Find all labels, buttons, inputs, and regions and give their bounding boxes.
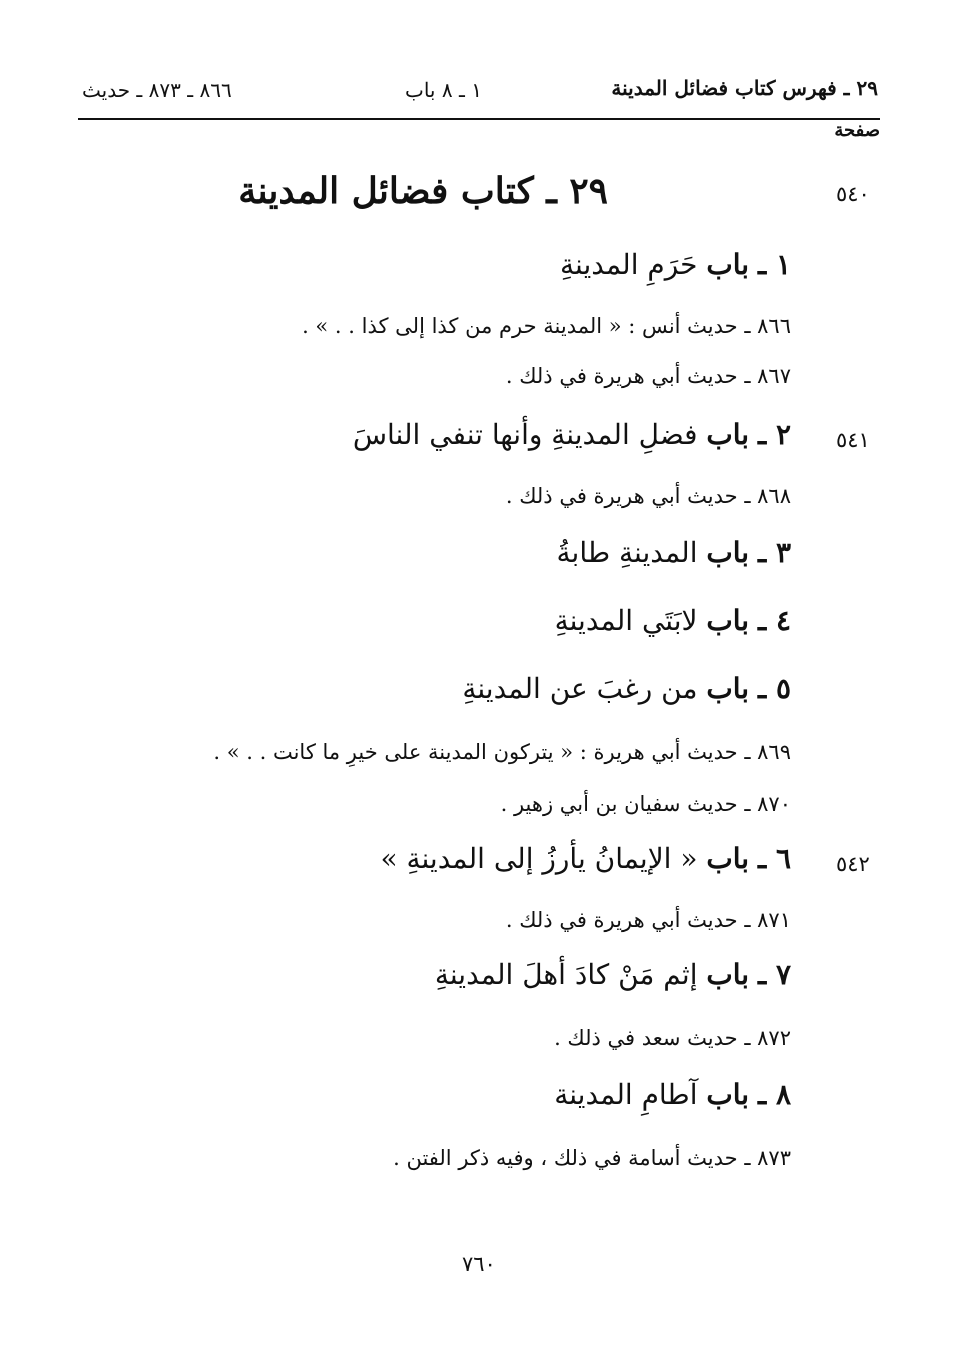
chapter-title: المدينةِ طابةُ (556, 536, 698, 569)
chapter-number: ٢ ـ (758, 418, 791, 451)
hadith-entry-870: ٨٧٠ ـ حديث سفيان بن أبي زهير . (500, 792, 791, 816)
chapter-heading-2 (353, 418, 791, 451)
chapter-title: آطامِ المدينة (554, 1078, 698, 1111)
chapter-heading-5 (462, 672, 791, 705)
chapter-keyword: باب (706, 958, 750, 991)
book-title: ٢٩ ـ كتاب فضائل المدينة (238, 170, 608, 212)
chapter-title: « الإيمانُ يأرزُ إلى المدينةِ » (380, 842, 698, 875)
chapter-title: حَرَمِ المدينةِ (560, 248, 698, 281)
chapter-heading-8 (554, 1078, 791, 1111)
chapter-number: ٤ ـ (758, 604, 791, 637)
chapter-heading-1 (560, 248, 791, 281)
running-header-title: ٢٩ ـ فهرس كتاب فضائل المدينة (611, 76, 878, 100)
chapter-number: ٦ ـ (758, 842, 791, 875)
chapter-keyword: باب (706, 604, 750, 637)
chapter-number: ٧ ـ (758, 958, 791, 991)
chapter-title: فضلِ المدينةِ وأنها تنفي الناسَ (352, 418, 698, 451)
chapter-number: ١ ـ (758, 248, 791, 281)
page-ref-542: ٥٤٢ (836, 852, 870, 876)
running-header-chapters: ١ ـ ٨ باب (405, 78, 482, 102)
running-header-hadiths: ٨٦٦ ـ ٨٧٣ ـ حديث (82, 78, 232, 102)
chapter-heading-4 (555, 604, 791, 637)
chapter-number: ٨ ـ (758, 1078, 791, 1111)
chapter-keyword: باب (706, 248, 750, 281)
chapter-keyword: باب (706, 672, 750, 705)
chapter-keyword: باب (706, 842, 750, 875)
page-ref-540: ٥٤٠ (836, 182, 870, 206)
chapter-keyword: باب (706, 1078, 750, 1111)
chapter-heading-6 (380, 842, 791, 875)
chapter-title: من رغبَ عن المدينةِ (462, 672, 698, 705)
chapter-keyword: باب (706, 418, 750, 451)
header-rule (78, 118, 880, 120)
chapter-heading-7 (435, 958, 791, 991)
page-column-label: صفحة (834, 120, 880, 141)
hadith-entry-867: ٨٦٧ ـ حديث أبي هريرة في ذلك . (505, 364, 791, 388)
chapter-title: إثم مَنْ كادَ أهلَ المدينةِ (434, 958, 698, 991)
hadith-entry-872: ٨٧٢ ـ حديث سعد في ذلك . (554, 1026, 791, 1050)
hadith-entry-869: ٨٦٩ ـ حديث أبي هريرة : « يتركون المدينة على خيرِ ما كانت . . » . (213, 740, 791, 764)
hadith-entry-873: ٨٧٣ ـ حديث أسامة في ذلك ، وفيه ذكر الفتن . (393, 1146, 791, 1170)
chapter-number: ٣ ـ (758, 536, 791, 569)
page-number: ٧٦٠ (462, 1252, 496, 1276)
chapter-keyword: باب (706, 536, 750, 569)
chapter-number: ٥ ـ (758, 672, 791, 705)
hadith-entry-868: ٨٦٨ ـ حديث أبي هريرة في ذلك . (505, 484, 791, 508)
hadith-entry-871: ٨٧١ ـ حديث أبي هريرة في ذلك . (505, 908, 791, 932)
hadith-entry-866: ٨٦٦ ـ حديث أنس : « المدينة حرم من كذا إلى كذا . . » . (302, 314, 791, 338)
chapter-heading-3 (557, 536, 791, 569)
page-ref-541: ٥٤١ (836, 428, 870, 452)
chapter-title: لابَتَي المدينةِ (554, 604, 698, 637)
